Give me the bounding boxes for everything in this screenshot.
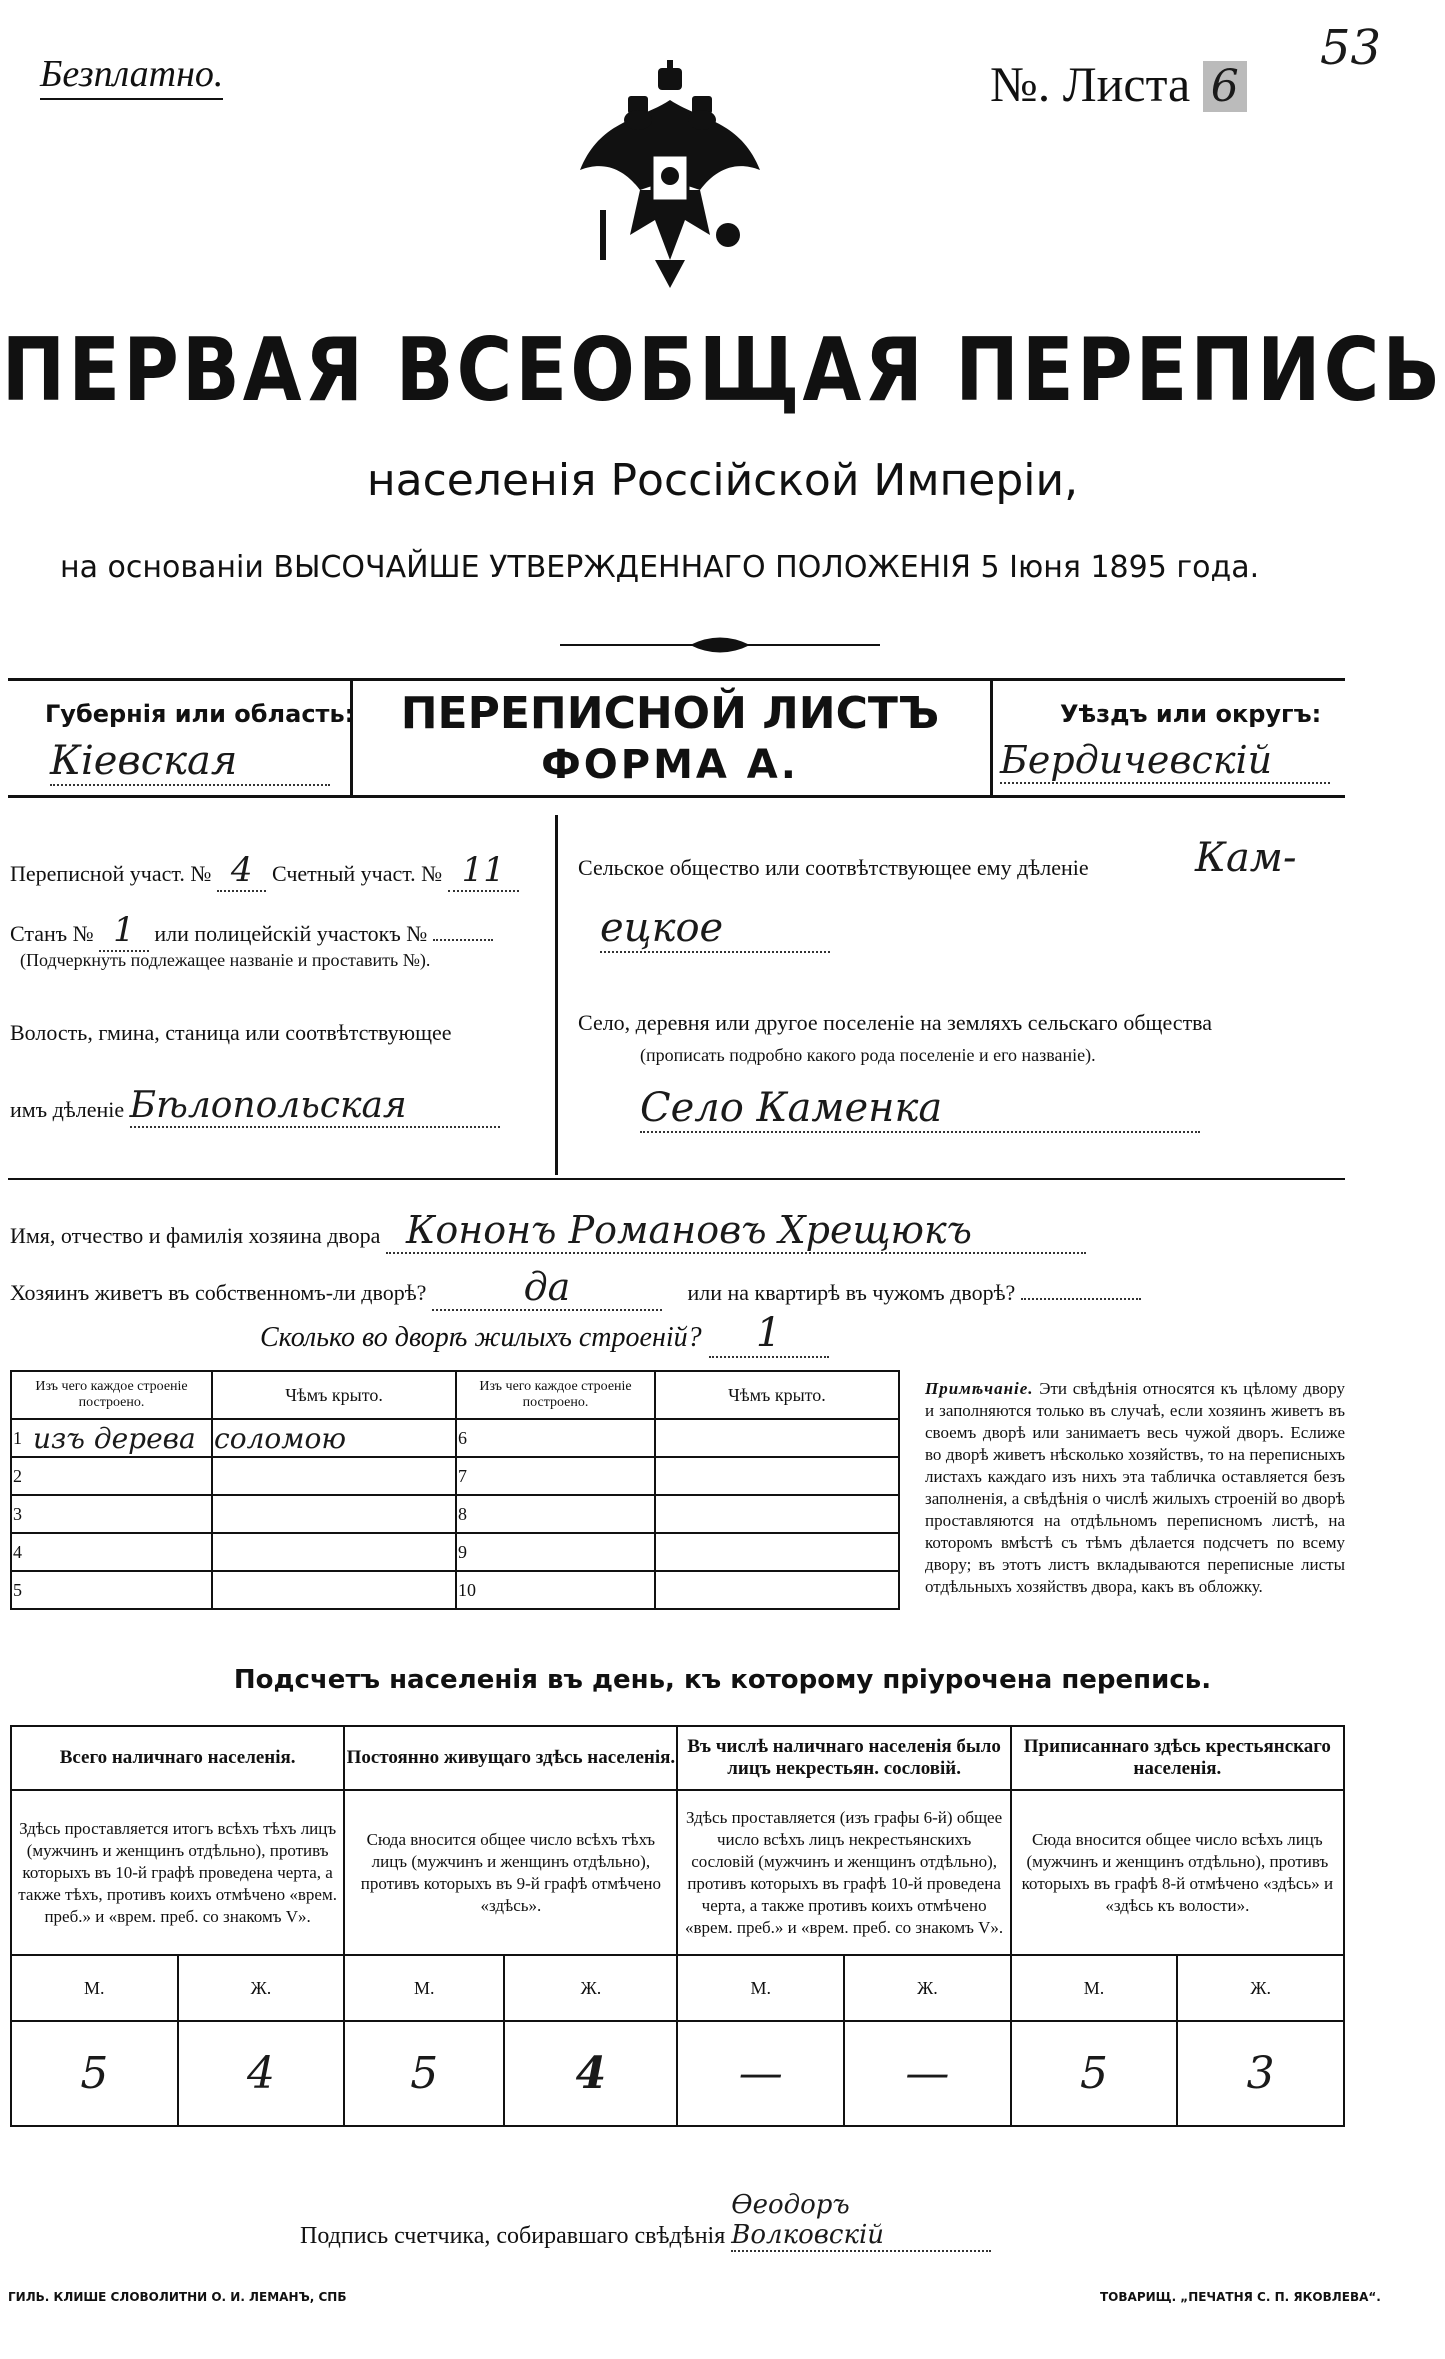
material-cell <box>477 1571 655 1609</box>
col-roof-header-right: Чѣмъ крыто. <box>655 1371 899 1419</box>
table-row <box>11 1419 899 1457</box>
col-material-header-right: Изъ чего каждое строеніе построено. <box>456 1371 655 1419</box>
signature-value: Ѳеодоръ Волковскій <box>731 2190 991 2252</box>
female-count: 4 <box>178 2021 345 2126</box>
volost-label-2: имъ дѣленіе <box>10 1097 125 1122</box>
female-count: 4 <box>504 2021 677 2126</box>
population-col-title: Въ числѣ наличнаго населенія было лицъ некрестьян. сословій. <box>677 1726 1010 1790</box>
sheet-number-label <box>990 55 1247 113</box>
count-district-value: 11 <box>448 850 519 892</box>
population-table <box>10 1725 1345 2127</box>
row-number: 7 <box>456 1457 477 1495</box>
form-name: ФОРМА А. <box>541 742 799 788</box>
row-number: 1 <box>11 1419 32 1457</box>
uezd-value: Бердичевскій <box>1000 738 1330 784</box>
population-col-desc: Сюда вносится общее число всѣхъ лицъ (мужчинъ и женщинъ отдѣльно), противъ которыхъ въ графѣ 8-й отмѣчено «здѣсь» и «здѣсь къ волости». <box>1011 1790 1344 1955</box>
footer-left: ГИЛЬ. КЛИШЕ СЛОВОЛИТНИ О. И. ЛЕМАНЪ, СПБ <box>8 2290 347 2304</box>
population-col-desc: Здѣсь проставляется (изъ графы 6-й) общее число всѣхъ лицъ некрестьянскихъ сословій (мужчинъ и женщинъ отдѣльно), противъ которыхъ въ графѣ 10-й проведена черта, а также противъ коихъ отмѣчено «врем. преб.» и «врем. преб. со знакомъ V». <box>677 1790 1010 1955</box>
buildings-label: Сколько во дворѣ жилыхъ строеній? <box>260 1322 702 1353</box>
col-material-header-left: Изъ чего каждое строеніе построено. <box>11 1371 212 1419</box>
male-count: 5 <box>344 2021 504 2126</box>
population-heading: Подсчетъ населенія въ день, къ которому пріурочена перепись. <box>233 1665 1212 1695</box>
roof-cell: соломою <box>212 1419 456 1457</box>
population-col-desc: Здѣсь проставляется итогъ всѣхъ тѣхъ лицъ (мужчинъ и женщинъ отдѣльно), противъ которыхъ въ 10-й графѣ проведена черта, а также тѣхъ, противъ коихъ отмѣчено «врем. преб.» и «врем. преб. со знакомъ V». <box>11 1790 344 1955</box>
row-number: 3 <box>11 1495 32 1533</box>
male-label: М. <box>11 1955 178 2021</box>
row-number: 10 <box>456 1571 477 1609</box>
form-header-divider-right <box>990 678 993 798</box>
basis-line: на основаніи ВЫСОЧАЙШЕ УТВЕРЖДЕННАГО ПОЛОЖЕНІЯ 5 Іюня 1895 года. <box>60 550 1260 585</box>
society-value-2: ецкое <box>600 905 830 953</box>
census-district-value: 4 <box>217 850 267 892</box>
table-row <box>11 1571 899 1609</box>
society-label: Сельское общество или соотвѣтствующее ему дѣленіе <box>578 855 1089 880</box>
roof-cell <box>655 1533 899 1571</box>
volost-value: Бѣлопольская <box>130 1085 500 1128</box>
buildings-table <box>10 1370 900 1610</box>
village-label: Село, деревня или другое поселеніе на земляхъ сельскаго общества <box>578 1010 1213 1035</box>
location-block-divider <box>555 815 558 1175</box>
material-cell <box>477 1495 655 1533</box>
sheet-number-text: №. Листа <box>990 56 1191 112</box>
roof-cell <box>655 1495 899 1533</box>
male-count: — <box>677 2021 844 2126</box>
double-headed-eagle-emblem <box>570 60 770 290</box>
census-district-label: Переписной участ. № <box>10 861 212 886</box>
roof-cell <box>655 1457 899 1495</box>
population-value-row <box>11 2021 1344 2126</box>
roof-cell <box>655 1571 899 1609</box>
population-desc-row <box>11 1790 1344 1955</box>
location-block-bottom-rule <box>8 1178 1345 1180</box>
stan-value: 1 <box>99 910 149 952</box>
male-count: 5 <box>11 2021 178 2126</box>
population-sex-row <box>11 1955 1344 2021</box>
roof-cell <box>212 1495 456 1533</box>
sheet-number-value: 6 <box>1203 61 1247 112</box>
page-title: ПЕРВАЯ ВСЕОБЩАЯ ПЕРЕПИСЬ <box>1 318 1444 421</box>
row-number: 5 <box>11 1571 32 1609</box>
buildings-field <box>260 1310 829 1358</box>
free-label: Безплатно. <box>40 52 223 100</box>
col-roof-header-left: Чѣмъ крыто. <box>212 1371 456 1419</box>
male-label: М. <box>344 1955 504 2021</box>
buildings-table-header <box>11 1371 899 1419</box>
female-label: Ж. <box>1177 1955 1344 2021</box>
population-col-title: Постоянно живущаго здѣсь населенія. <box>344 1726 677 1790</box>
note-text: Эти свѣдѣнія относятся къ цѣлому двору и заполняются только въ случаѣ, если хозяинъ живетъ въ своемъ дворѣ или занимаетъ весь чужой дворъ. Еслиже во дворѣ живетъ нѣсколько хозяйствъ, то на переписныхъ листахъ каждаго изъ нихъ эта табличка оставляется безъ заполненія, а свѣдѣнія о числѣ жилыхъ строеній во дворѣ проставляются на отдѣльномъ переписномъ листѣ, на которомъ вмѣстѣ съ тѣмъ дѣлается подсчетъ по всему двору; въ этотъ листъ вкладываются переписные листы отдѣльныхъ хозяйствъ двора, какъ въ обложку. <box>925 1379 1346 1596</box>
row-number: 4 <box>11 1533 32 1571</box>
stan-label: Станъ № <box>10 921 94 946</box>
corner-number: 53 <box>1320 20 1382 76</box>
own-yard-value: да <box>432 1265 662 1311</box>
census-district-field <box>10 850 519 890</box>
buildings-value: 1 <box>709 1310 829 1358</box>
uezd-label: Уѣздъ или округъ: <box>1060 700 1322 728</box>
society-value-1: Кам- <box>1195 835 1297 881</box>
gubernia-value: Кіевская <box>50 738 330 786</box>
roof-cell <box>655 1419 899 1457</box>
female-label: Ж. <box>504 1955 677 2021</box>
village-note: (прописать подробно какого рода поселеніе и его названіе). <box>640 1045 1096 1065</box>
material-cell <box>477 1533 655 1571</box>
material-cell <box>477 1457 655 1495</box>
material-cell <box>32 1571 212 1609</box>
male-label: М. <box>1011 1955 1178 2021</box>
signature-field <box>300 2190 991 2252</box>
material-cell <box>32 1533 212 1571</box>
male-label: М. <box>677 1955 844 2021</box>
own-yard-field <box>10 1265 1141 1311</box>
owner-name-value: Кононъ Романовъ Хрещюкъ <box>386 1208 1086 1254</box>
ornament-divider <box>560 630 880 660</box>
village-value: Село Каменка <box>640 1085 1200 1133</box>
table-row <box>11 1533 899 1571</box>
stan-field <box>10 910 493 950</box>
row-number: 8 <box>456 1495 477 1533</box>
count-district-label: Счетный участ. № <box>271 861 443 886</box>
material-cell: изъ дерева <box>32 1419 212 1457</box>
row-number: 2 <box>11 1457 32 1495</box>
stan-suffix: или полицейскій участокъ № <box>154 921 428 946</box>
gubernia-label: Губернія или область: <box>45 700 355 728</box>
row-number: 9 <box>456 1533 477 1571</box>
note-block <box>925 1378 1345 1598</box>
female-count: — <box>844 2021 1011 2126</box>
table-row <box>11 1495 899 1533</box>
population-col-title: Всего наличнаго населенія. <box>11 1726 344 1790</box>
female-label: Ж. <box>178 1955 345 2021</box>
roof-cell <box>212 1571 456 1609</box>
population-col-title: Приписаннаго здѣсь крестьянскаго населенія. <box>1011 1726 1344 1790</box>
stan-note: (Подчеркнуть подлежащее названіе и проставить №). <box>20 950 431 970</box>
note-title: Примѣчаніе. <box>925 1379 1034 1398</box>
female-count: 3 <box>1177 2021 1344 2126</box>
volost-field <box>10 1085 500 1128</box>
population-title-row <box>11 1726 1344 1790</box>
form-header-top-rule <box>8 678 1345 681</box>
signature-label: Подпись счетчика, собиравшаго свѣдѣнія <box>300 2223 726 2249</box>
sheet-title: ПЕРЕПИСНОЙ ЛИСТЪ <box>400 688 940 739</box>
roof-cell <box>212 1533 456 1571</box>
owner-name-label: Имя, отчество и фамилія хозяина двора <box>10 1223 381 1248</box>
form-header-bottom-rule <box>8 795 1345 798</box>
volost-label: Волость, гмина, станица или соотвѣтствующее <box>10 1020 452 1045</box>
material-cell <box>477 1419 655 1457</box>
material-cell <box>32 1495 212 1533</box>
owner-name-field <box>10 1208 1086 1254</box>
male-count: 5 <box>1011 2021 1178 2126</box>
material-cell <box>32 1457 212 1495</box>
rent-label: или на квартирѣ въ чужомъ дворѣ? <box>687 1280 1016 1305</box>
own-yard-label: Хозяинъ живетъ въ собственномъ-ли дворѣ? <box>10 1280 427 1305</box>
row-number: 6 <box>456 1419 477 1457</box>
table-row <box>11 1457 899 1495</box>
female-label: Ж. <box>844 1955 1011 2021</box>
page-subtitle: населенія Россійской Имперіи, <box>366 455 1079 506</box>
footer-right: ТОВАРИЩ. „ПЕЧАТНЯ С. П. ЯКОВЛЕВА“. <box>1100 2290 1381 2304</box>
population-col-desc: Сюда вносится общее число всѣхъ тѣхъ лицъ (мужчинъ и женщинъ отдѣльно), противъ которыхъ въ 9-й графѣ отмѣчено «здѣсь». <box>344 1790 677 1955</box>
roof-cell <box>212 1457 456 1495</box>
